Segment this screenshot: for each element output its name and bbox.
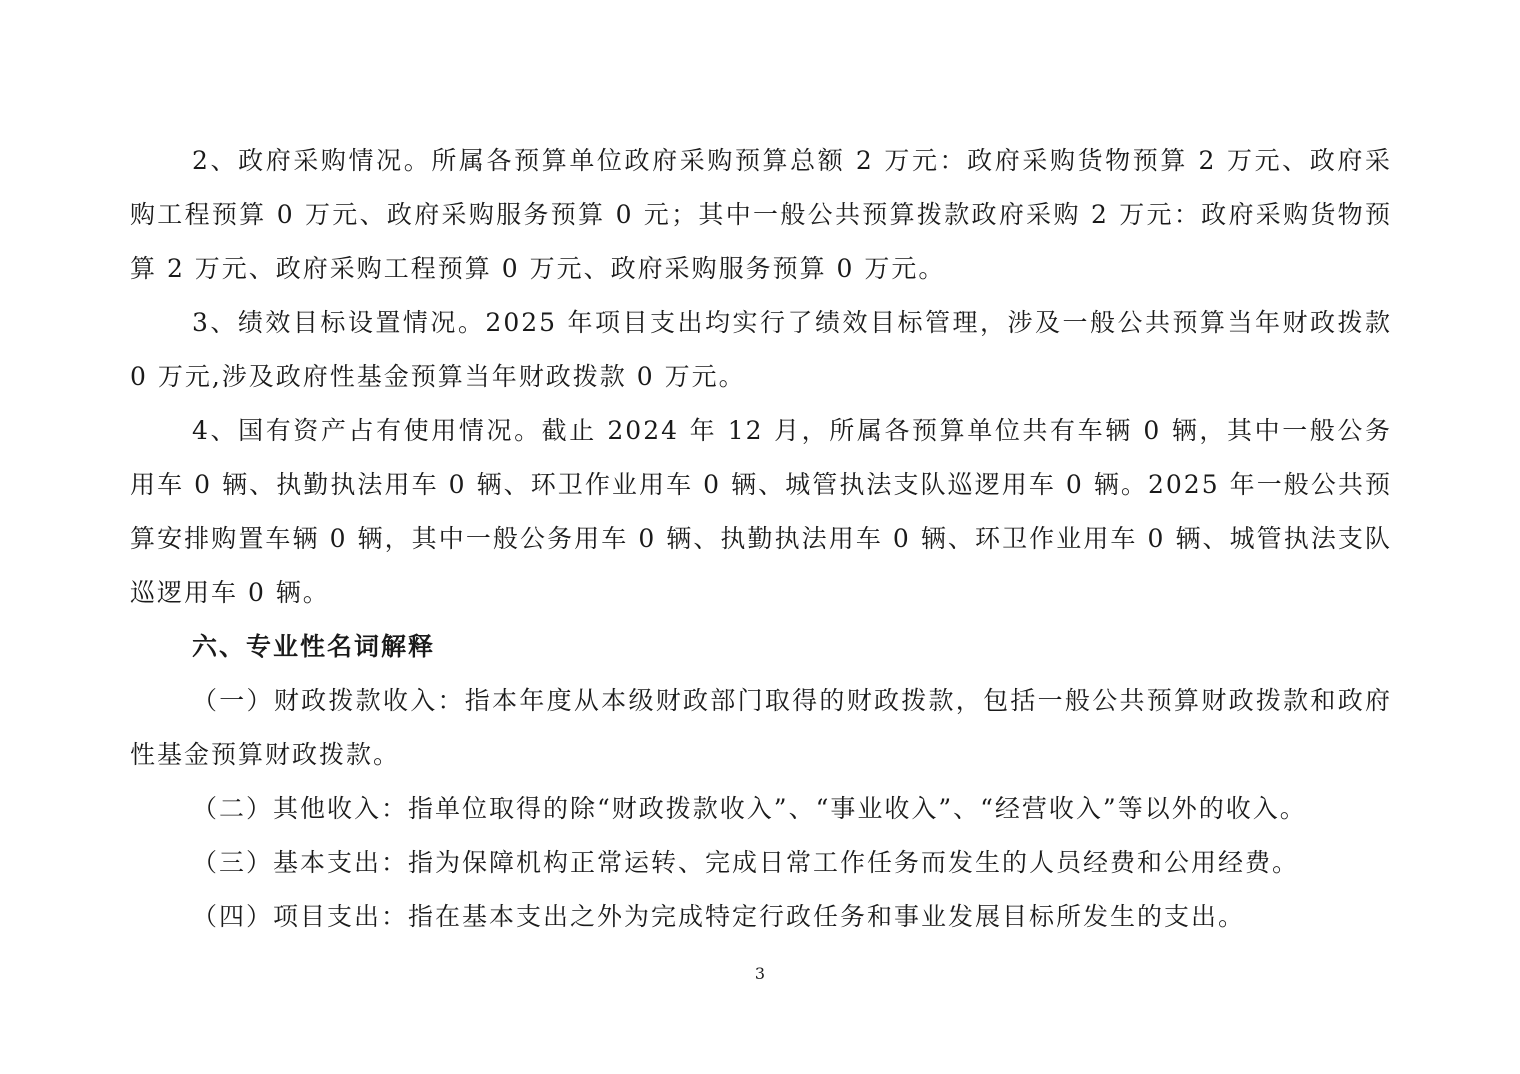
term-project-expenditure: （四）项目支出：指在基本支出之外为完成特定行政任务和事业发展目标所发生的支出。 [192, 902, 1246, 931]
term-fiscal-appropriation-income: （一）财政拨款收入：指本年度从本级财政部门取得的财政拨款，包括一般公共预算财政拨款和政府性基金预算财政拨款。 [130, 686, 1392, 769]
section-heading-terminology: 六、专业性名词解释 [192, 632, 436, 661]
page-content [130, 134, 1392, 944]
paragraph-state-assets: 4、国有资产占有使用情况。截止 2024 年 12 月，所属各预算单位共有车辆 0 辆，其中一般公务用车 0 辆、执勤执法用车 0 辆、环卫作业用车 0 辆、城管执法支队巡逻用车 0 辆。2025 年一般公共预算安排购置车辆 0 辆，其中一般公务用车 0 辆、执勤执法用车 0 辆、环卫作业用车 0 辆、城管执法支队巡逻用车 0 辆。 [130, 416, 1392, 607]
paragraph-government-procurement: 2、政府采购情况。所属各预算单位政府采购预算总额 2 万元：政府采购货物预算 2 万元、政府采购工程预算 0 万元、政府采购服务预算 0 元；其中一般公共预算拨款政府采购 2 万元：政府采购货物预算 2 万元、政府采购工程预算 0 万元、政府采购服务预算 0 万元。 [130, 146, 1392, 283]
term-other-income: （二）其他收入：指单位取得的除“财政拨款收入”、“事业收入”、“经营收入”等以外的收入。 [192, 794, 1307, 823]
page-number: 3 [754, 964, 766, 983]
term-basic-expenditure: （三）基本支出：指为保障机构正常运转、完成日常工作任务而发生的人员经费和公用经费。 [192, 848, 1300, 877]
paragraph-performance-targets: 3、绩效目标设置情况。2025 年项目支出均实行了绩效目标管理，涉及一般公共预算当年财政拨款 0 万元,涉及政府性基金预算当年财政拨款 0 万元。 [130, 308, 1392, 391]
